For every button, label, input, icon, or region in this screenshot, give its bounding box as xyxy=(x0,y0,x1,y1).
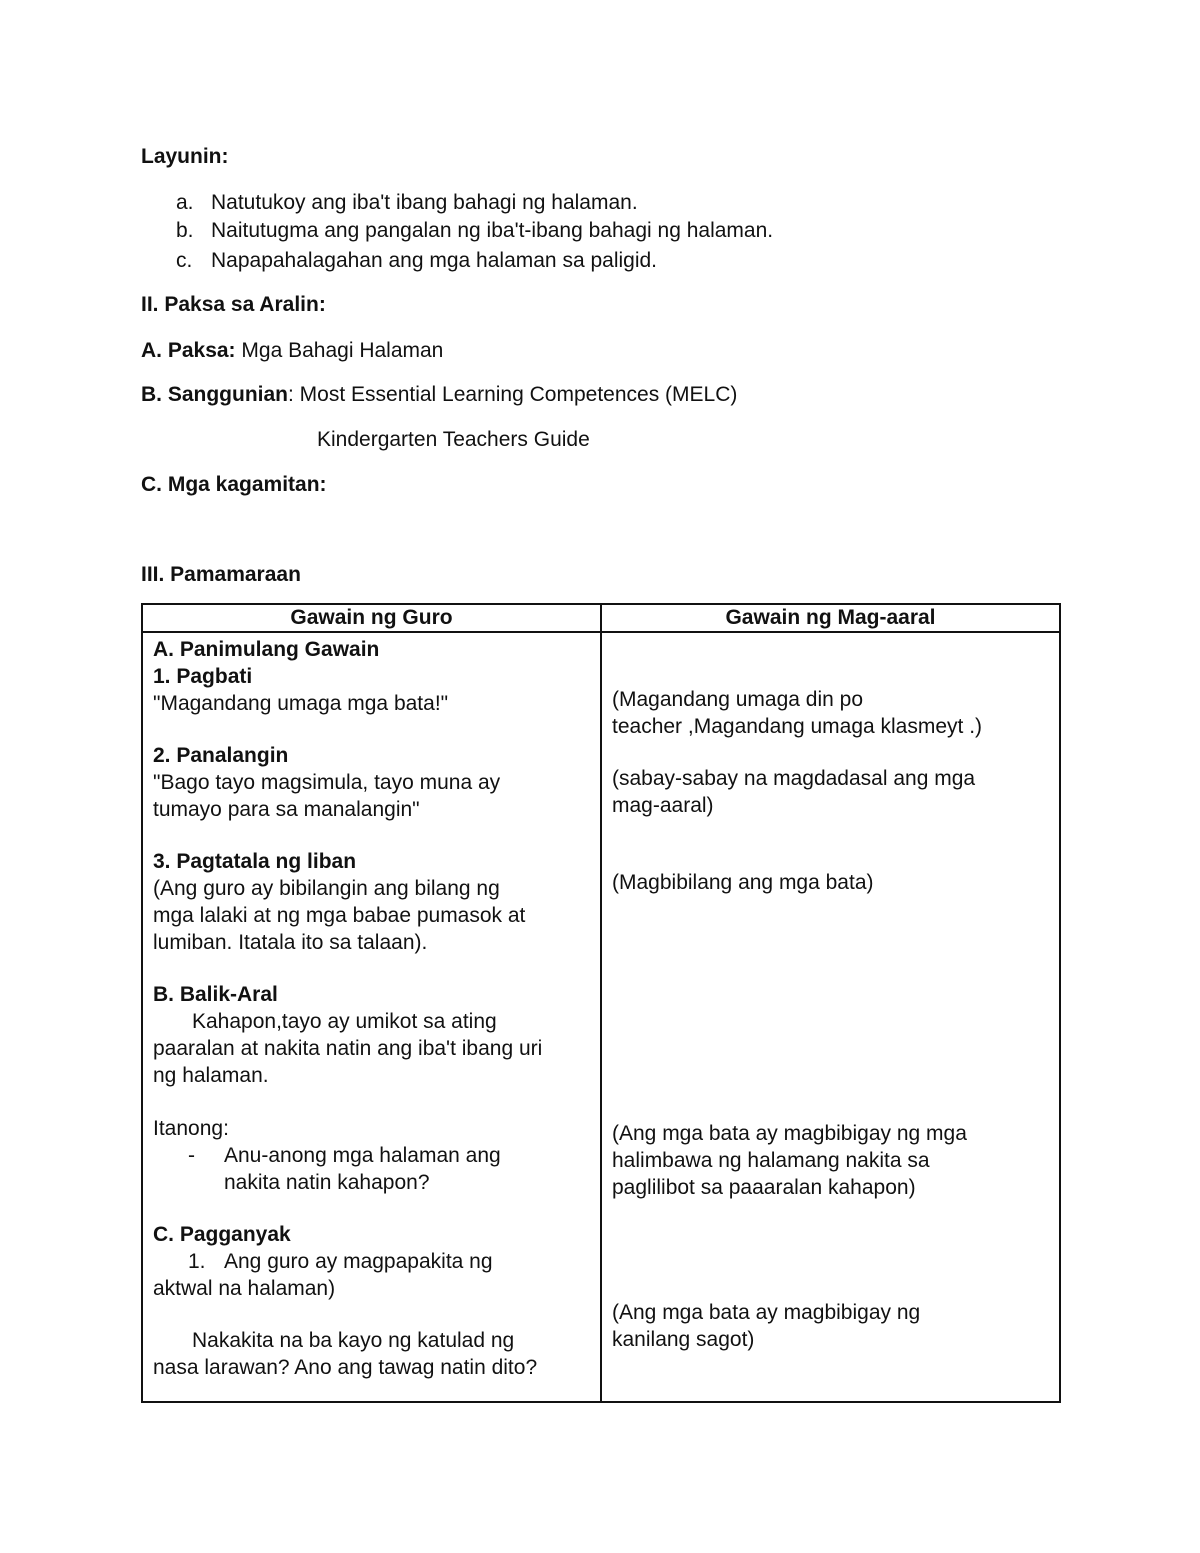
objective-item-c xyxy=(176,247,657,274)
pagtatala-line-3: lumiban. Itatala ito sa talaan). xyxy=(153,931,428,954)
tugon-dasal-2: mag-aaral) xyxy=(612,794,714,817)
pamamaraan-table xyxy=(141,603,1061,1403)
objective-item-a xyxy=(176,189,638,216)
nakakita-line-2: nasa larawan? Ano ang tawag natin dito? xyxy=(153,1356,538,1379)
balik-aral-line-2: paaralan at nakita natin ang iba't ibang uri xyxy=(153,1037,543,1060)
pagtatala-line-1: (Ang guro ay bibilangin ang bilang ng xyxy=(153,877,500,900)
paksa-value: Mga Bahagi Halaman xyxy=(241,339,444,362)
pagtatala-line-2: mga lalaki at ng mga babae pumasok at xyxy=(153,904,526,927)
sanggunian-line xyxy=(141,381,737,408)
balik-aral-line-3: ng halaman. xyxy=(153,1064,269,1087)
table-header-row xyxy=(142,604,1060,632)
tugon-bilang: (Magbibilang ang mga bata) xyxy=(612,871,874,894)
tugon-sagot-b1: (Ang mga bata ay magbibigay ng xyxy=(612,1301,921,1324)
itanong-question-2: nakita natin kahapon? xyxy=(224,1171,430,1194)
tugon-sagot-1: (Ang mga bata ay magbibigay ng mga xyxy=(612,1122,967,1145)
objective-marker: a. xyxy=(176,191,194,214)
paksa-line xyxy=(141,337,443,364)
layunin-heading: Layunin: xyxy=(141,145,229,168)
nakakita-line-1: Nakakita na ba kayo ng katulad ng xyxy=(192,1329,515,1352)
paksa-sa-aralin-heading: II. Paksa sa Aralin: xyxy=(141,293,326,316)
panalangin-line-1: "Bago tayo magsimula, tayo muna ay xyxy=(153,771,501,794)
balik-aral-title: B. Balik-Aral xyxy=(153,983,278,1006)
paksa-label: A. Paksa: xyxy=(141,339,236,362)
tugon-dasal-1: (sabay-sabay na magdadasal ang mga xyxy=(612,767,976,790)
tugon-pagbati-1: (Magandang umaga din po xyxy=(612,688,864,711)
tugon-sagot-3: paglilibot sa paaaralan kahapon) xyxy=(612,1176,916,1199)
pagbati-text: "Magandang umaga mga bata!" xyxy=(153,692,449,715)
panalangin-line-2: tumayo para sa manalangin" xyxy=(153,798,420,821)
pamamaraan-heading: III. Pamamaraan xyxy=(141,563,301,586)
objective-text: Natutukoy ang iba't ibang bahagi ng halaman. xyxy=(211,191,638,214)
pagganyak-title: C. Pagganyak xyxy=(153,1223,291,1246)
balik-aral-line-1: Kahapon,tayo ay umikot sa ating xyxy=(192,1010,497,1033)
magaaral-cell xyxy=(601,632,1060,1402)
itanong-label: Itanong: xyxy=(153,1117,229,1140)
tugon-sagot-b2: kanilang sagot) xyxy=(612,1328,755,1351)
objective-marker: b. xyxy=(176,219,194,242)
sanggunian-value: : Most Essential Learning Competences (MELC) xyxy=(288,383,738,406)
col-header-guro: Gawain ng Guro xyxy=(142,604,601,632)
col-header-magaaral: Gawain ng Mag-aaral xyxy=(601,604,1060,632)
sanggunian-value-2: Kindergarten Teachers Guide xyxy=(317,428,590,451)
panimula-title: A. Panimulang Gawain xyxy=(153,638,380,661)
itanong-dash: - xyxy=(188,1144,195,1167)
objective-text: Napapahalagahan ang mga halaman sa paligid. xyxy=(211,249,658,272)
objective-item-b xyxy=(176,217,773,244)
sanggunian-label: B. Sanggunian xyxy=(141,383,288,406)
objective-text: Naitutugma ang pangalan ng iba't-ibang bahagi ng halaman. xyxy=(211,219,774,242)
tugon-pagbati-2: teacher ,Magandang umaga klasmeyt .) xyxy=(612,715,983,738)
itanong-question-1: Anu-anong mga halaman ang xyxy=(224,1144,501,1167)
pagbati-title: 1. Pagbati xyxy=(153,665,253,688)
table-row xyxy=(142,632,1060,1402)
pagtatala-title: 3. Pagtatala ng liban xyxy=(153,850,357,873)
kagamitan-heading: C. Mga kagamitan: xyxy=(141,473,327,496)
guro-cell xyxy=(142,632,601,1402)
pagganyak-line-1: Ang guro ay magpapakita ng xyxy=(224,1250,493,1273)
panalangin-title: 2. Panalangin xyxy=(153,744,289,767)
pagganyak-line-2: aktwal na halaman) xyxy=(153,1277,336,1300)
tugon-sagot-2: halimbawa ng halamang nakita sa xyxy=(612,1149,930,1172)
pagganyak-number: 1. xyxy=(188,1250,206,1273)
objective-marker: c. xyxy=(176,249,193,272)
